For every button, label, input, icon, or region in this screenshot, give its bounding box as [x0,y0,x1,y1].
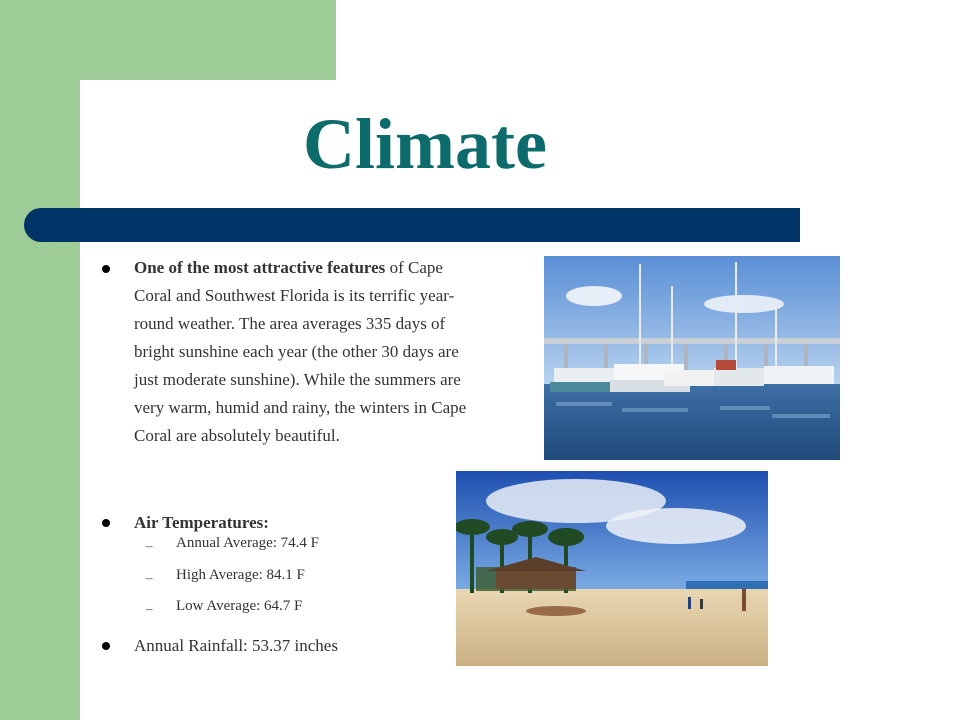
sub-bullet-dash: – [146,538,153,553]
sub-bullet-dash: – [146,570,153,585]
title-divider-bar [24,208,800,242]
sidebar-green-band [0,0,80,720]
temp-annual-average: Annual Average: 74.4 F [176,535,320,551]
temp-low-average: Low Average: 64.7 F [176,598,303,614]
bullet-dot [102,642,110,650]
air-temperatures-heading: Air Temperatures: [134,513,269,532]
slide-title: Climate [303,104,547,184]
sub-bullet-dash: – [146,601,153,616]
climate-paragraph [134,254,479,450]
beach-photo [456,471,768,666]
marina-photo [544,256,840,460]
paragraph-bold-lead: One of the most attractive features [134,258,386,277]
top-green-band [0,0,336,80]
temp-high-average: High Average: 84.1 F [176,567,305,583]
paragraph-body: of Cape Coral and Southwest Florida is its terrific year-round weather. The area averages 335 days of bright sunshine each year (the other 30 days are just moderate sunshine). While the summers are very warm, humid and rainy, the winters in Cape Coral are absolutely beautiful. [134,258,467,445]
annual-rainfall: Annual Rainfall: 53.37 inches [134,636,338,655]
bullet-dot [102,519,110,527]
bullet-dot [102,265,110,273]
